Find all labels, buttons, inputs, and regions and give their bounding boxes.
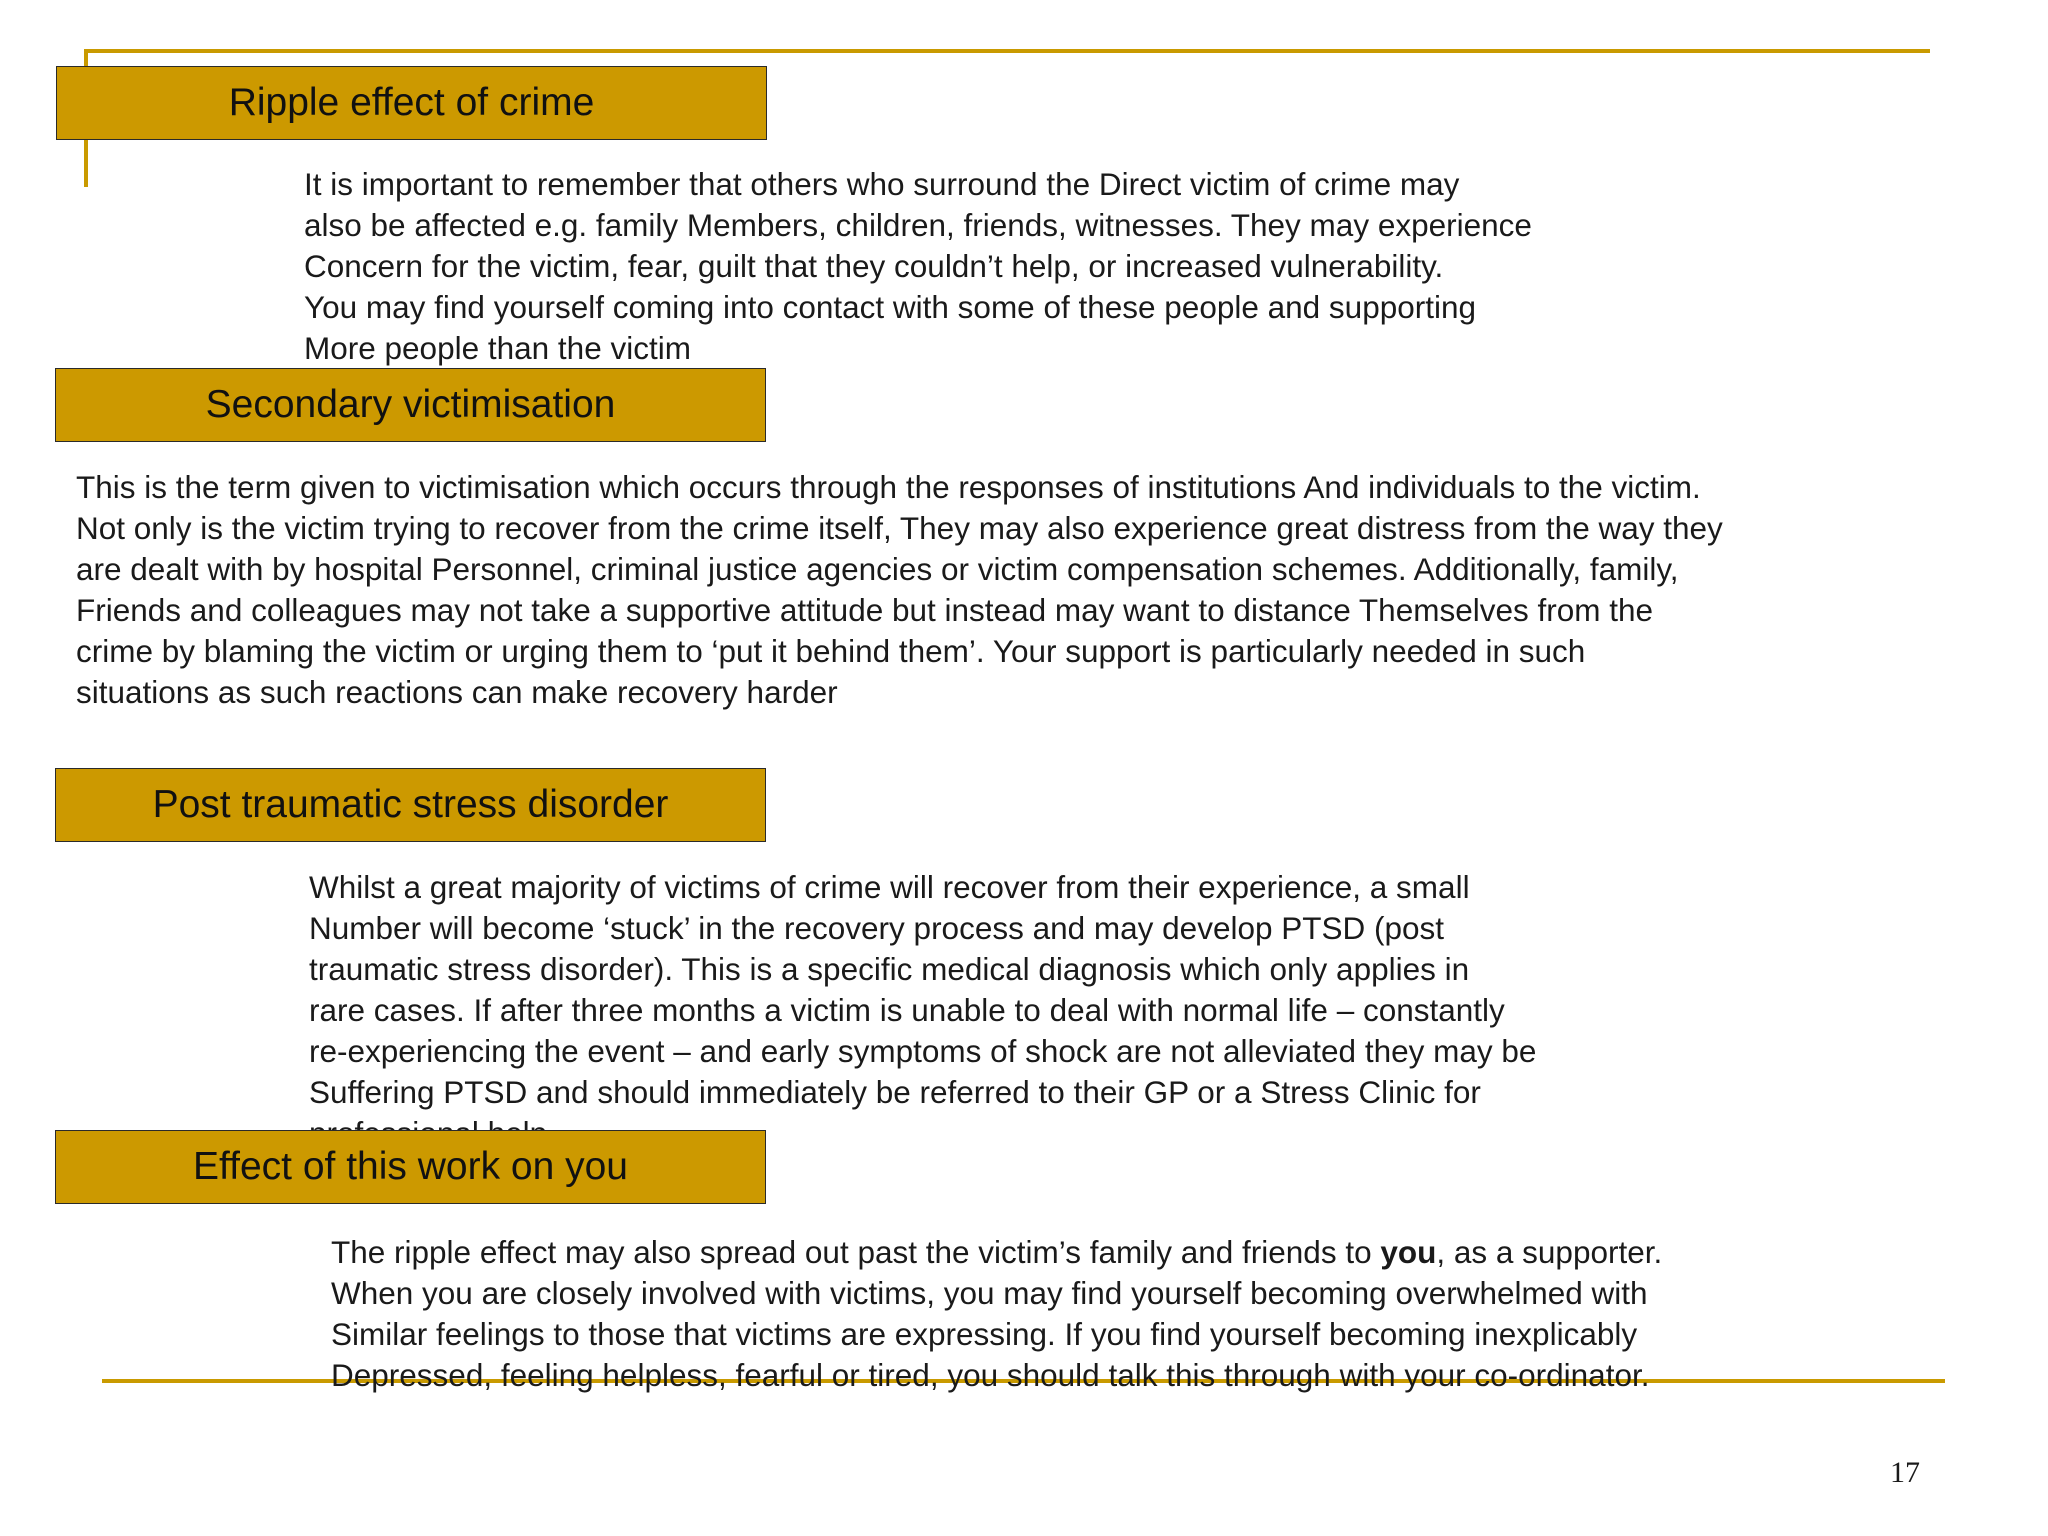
text-line-end: , as a supporter. [1436,1234,1663,1270]
text-line: situations as such reactions can make recovery harder [76,674,838,710]
text-line: Concern for the victim, fear, guilt that they couldn’t help, or increased vulnerability. [304,248,1444,284]
text-line: Number will become ‘stuck’ in the recovery process and may develop PTSD (post [309,910,1445,946]
text-line: crime by blaming the victim or urging them to ‘put it behind them’. Your support is particularly needed in such [76,633,1586,669]
emphasis-you: you [1380,1234,1437,1270]
page-number: 17 [1890,1456,1920,1489]
effect-on-you-text [331,1232,1662,1396]
text-line: also be affected e.g. family Members, children, friends, witnesses. They may experience [304,207,1532,243]
text-line: Suffering PTSD and should immediately be referred to their GP or a Stress Clinic for [309,1074,1481,1110]
ptsd-text [309,867,1536,1129]
text-line: Similar feelings to those that victims are expressing. If you find yourself becoming inexplicably [331,1316,1638,1352]
secondary-victimisation-text [76,467,1723,713]
ptsd-heading: Post traumatic stress disorder [55,768,766,842]
text-line: Depressed, feeling helpless, fearful or tired, you should talk this through with your co-ordinator. [331,1357,1650,1393]
effect-on-you-heading: Effect of this work on you [55,1130,766,1204]
text-line: Friends and colleagues may not take a supportive attitude but instead may want to distance Themselves from the [76,592,1654,628]
text-line: When you are closely involved with victims, you may find yourself becoming overwhelmed with [331,1275,1648,1311]
text-line: Whilst a great majority of victims of crime will recover from their experience, a small [309,869,1470,905]
text-line-start: The ripple effect may also spread out past the victim’s family and friends to [331,1234,1381,1270]
text-line: More people than the victim [304,330,691,366]
text-line: This is the term given to victimisation which occurs through the responses of institutions And individuals to the victim. [76,469,1701,505]
text-line: traumatic stress disorder). This is a specific medical diagnosis which only applies in [309,951,1470,987]
text-line: re-experiencing the event – and early symptoms of shock are not alleviated they may be [309,1033,1537,1069]
top-rule [84,49,1930,53]
text-line: It is important to remember that others who surround the Direct victim of crime may [304,166,1460,202]
text-line: rare cases. If after three months a victim is unable to deal with normal life – constantly [309,992,1505,1028]
text-line [331,1232,1662,1273]
ripple-effect-text [304,164,1532,369]
text-line: You may find yourself coming into contact with some of these people and supporting [304,289,1477,325]
ripple-effect-heading: Ripple effect of crime [56,66,767,140]
text-line: are dealt with by hospital Personnel, criminal justice agencies or victim compensation schemes. Additionally, family, [76,551,1679,587]
text-line: Not only is the victim trying to recover from the crime itself, They may also experience great distress from the way they [76,510,1723,546]
secondary-victimisation-heading: Secondary victimisation [55,368,766,442]
